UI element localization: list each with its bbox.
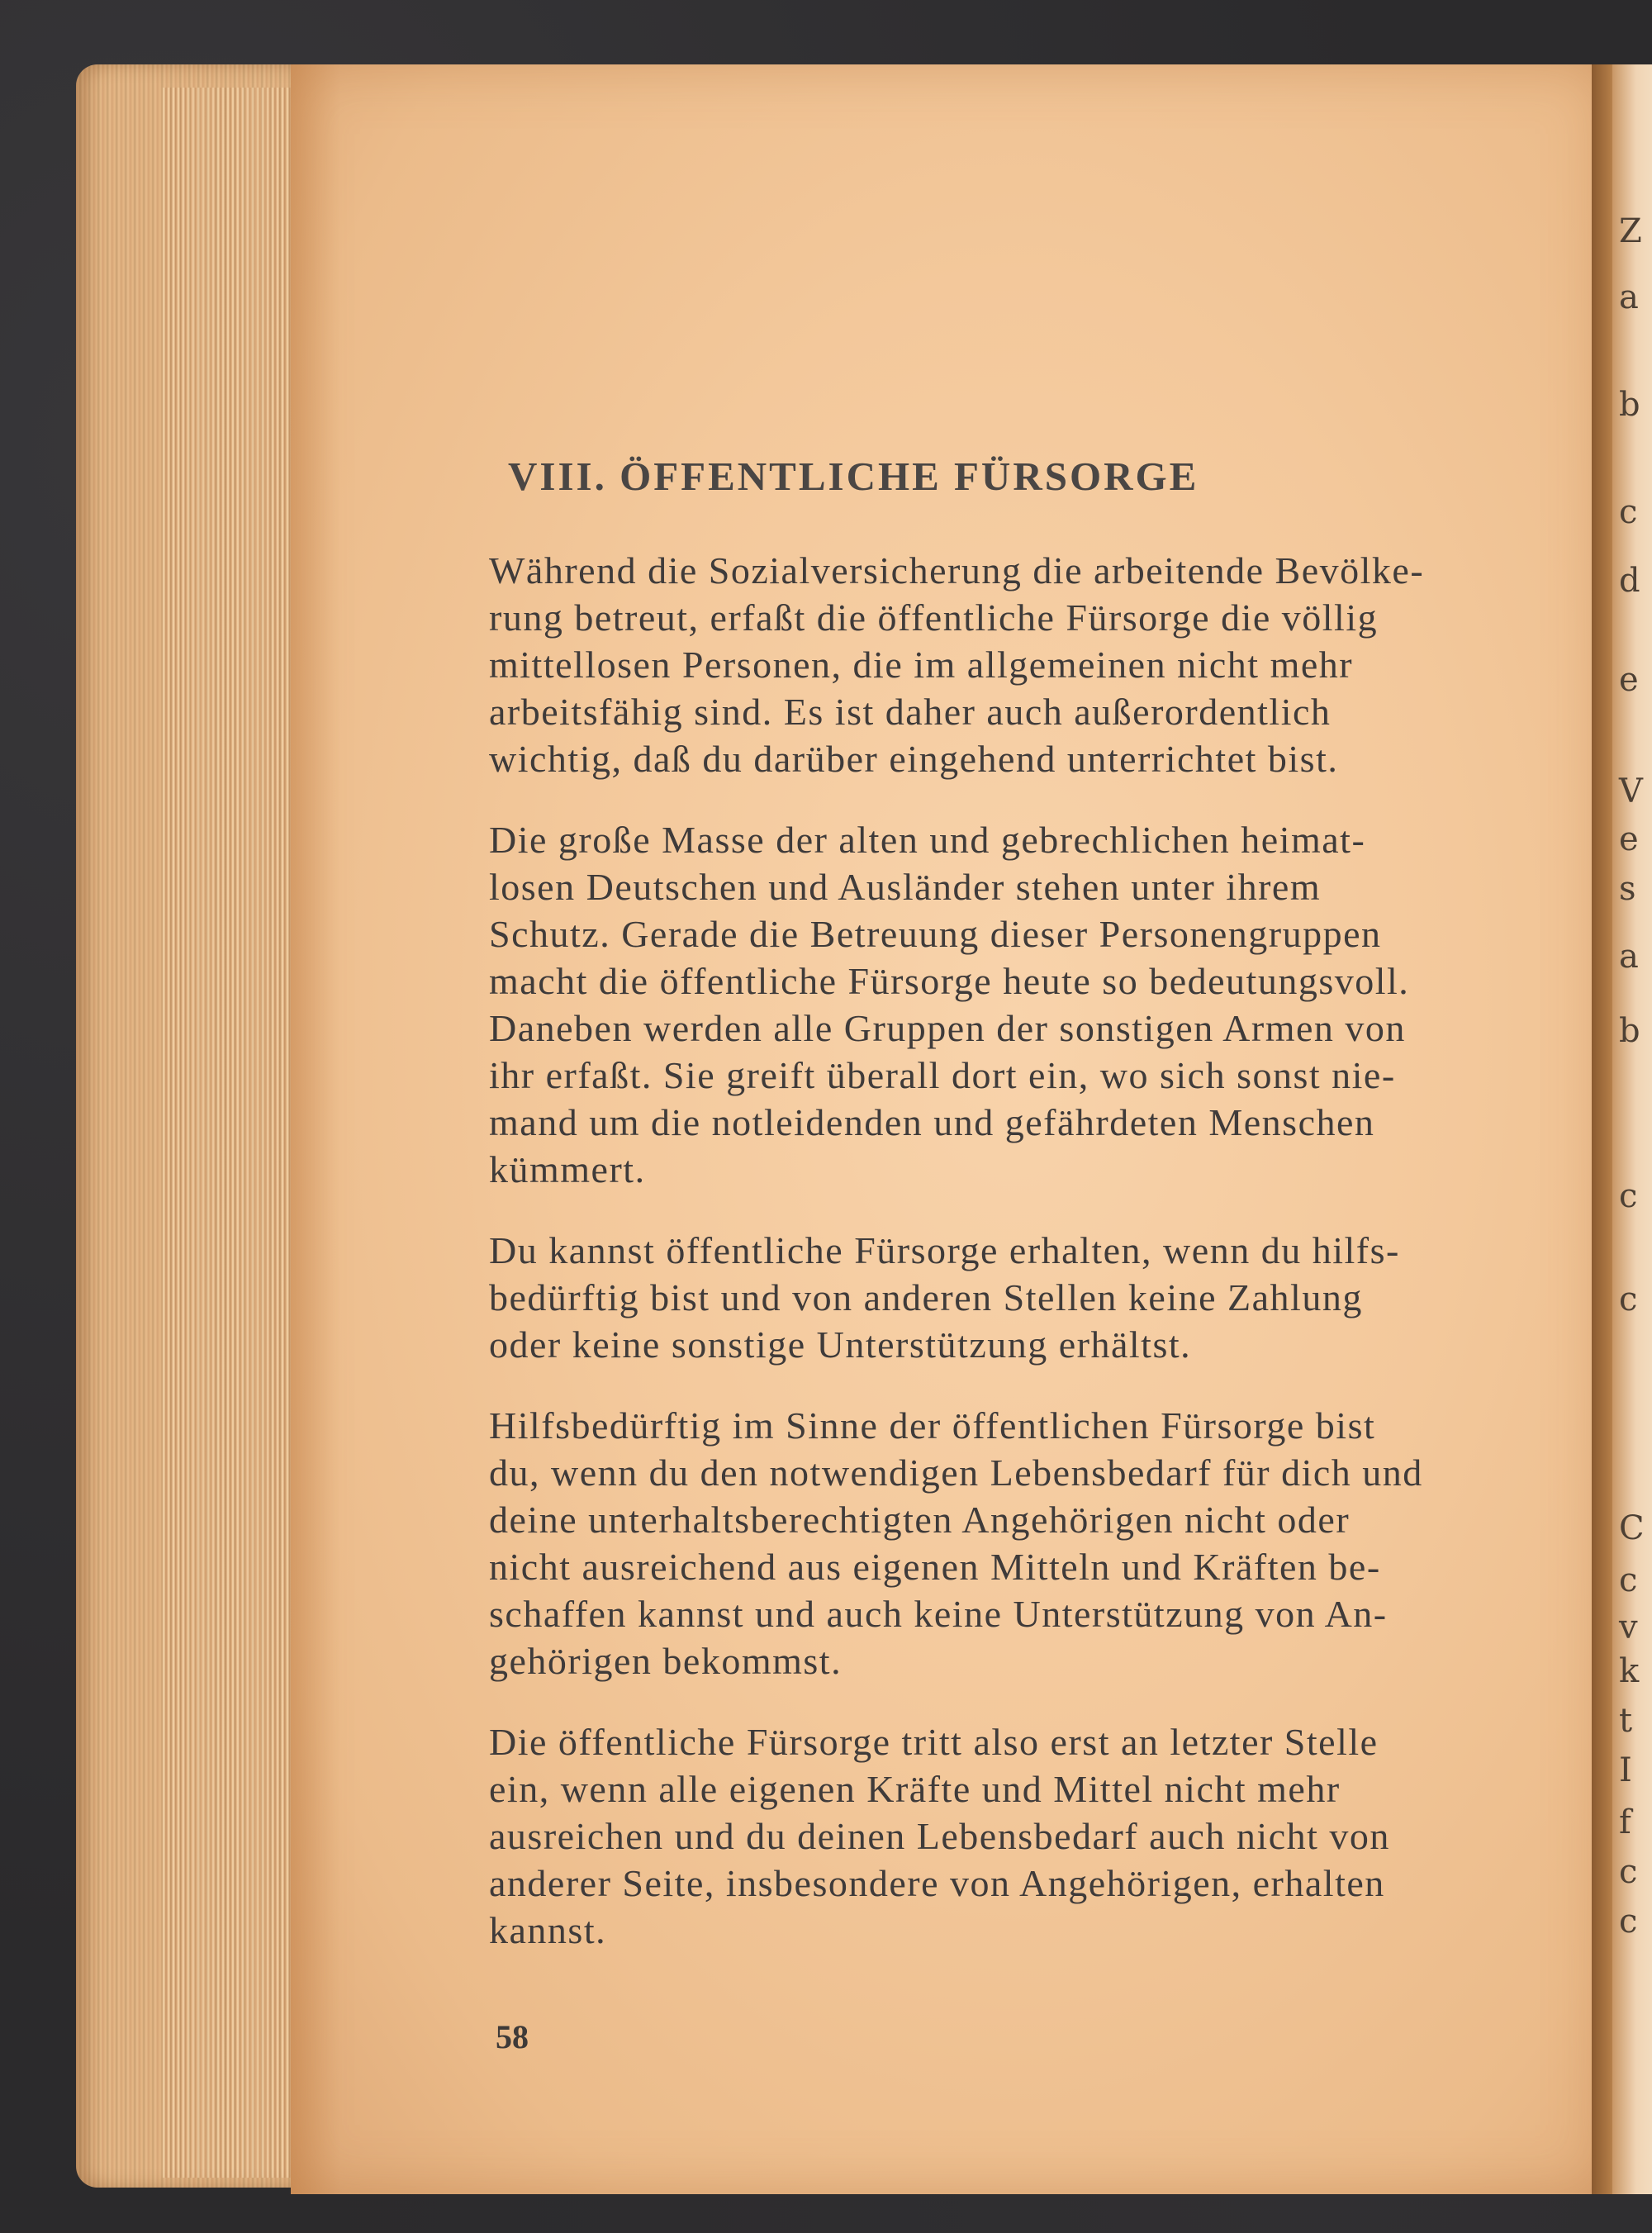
paragraph-last-resort	[489, 1718, 1604, 1954]
facing-fragment: v	[1619, 1608, 1638, 1646]
facing-fragment: b	[1619, 1012, 1640, 1050]
text-line: ausreichen und du deinen Lebensbedarf auch nicht von	[489, 1815, 1390, 1857]
text-line: mittellosen Personen, die im allgemeinen nicht mehr	[489, 644, 1354, 686]
facing-fragment: d	[1619, 562, 1640, 600]
text-line: Während die Sozialversicherung die arbeitende Bevölke-	[489, 549, 1425, 592]
facing-fragment: e	[1619, 661, 1639, 699]
text-line: bedürftig bist und von anderen Stellen keine Zahlung	[489, 1276, 1363, 1318]
facing-fragment: Z	[1619, 212, 1642, 250]
facing-fragment: b	[1619, 386, 1640, 424]
text-line: Die öffentliche Fürsorge tritt also erst an letzter Stelle	[489, 1721, 1379, 1763]
paragraph-social-insurance	[489, 547, 1604, 782]
page-edges-texture	[163, 88, 303, 2178]
facing-fragment: c	[1619, 1280, 1638, 1318]
facing-fragment: C	[1619, 1509, 1645, 1547]
facing-fragment: k	[1619, 1652, 1640, 1690]
text-line: nicht ausreichend aus eigenen Mitteln und Kräften be-	[489, 1546, 1381, 1588]
paragraph-need-definition	[489, 1402, 1604, 1684]
facing-fragment: c	[1619, 1561, 1638, 1599]
paragraph-eligibility	[489, 1227, 1604, 1368]
text-line: ein, wenn alle eigenen Kräfte und Mittel nicht mehr	[489, 1768, 1341, 1810]
text-line: gehörigen bekommst.	[489, 1640, 843, 1682]
text-line: losen Deutschen und Ausländer stehen unter ihrem	[489, 866, 1322, 908]
text-line: Die große Masse der alten und gebrechlichen heimat-	[489, 819, 1366, 861]
facing-fragment: e	[1619, 820, 1639, 858]
facing-fragment: f	[1619, 1803, 1631, 1841]
text-line: du, wenn du den notwendigen Lebensbedarf für dich und	[489, 1451, 1423, 1494]
chapter-body	[489, 547, 1604, 1988]
text-line: Hilfsbedürftig im Sinne der öffentlichen Fürsorge bist	[489, 1404, 1376, 1447]
facing-fragment: a	[1619, 278, 1639, 316]
facing-fragment: a	[1619, 938, 1639, 976]
paragraph-protected-groups	[489, 816, 1604, 1193]
text-line: Du kannst öffentliche Fürsorge erhalten, wenn du hilfs-	[489, 1229, 1400, 1271]
text-line: ihr erfaßt. Sie greift überall dort ein, wo sich sonst nie-	[489, 1054, 1396, 1096]
facing-fragment: c	[1619, 1177, 1638, 1215]
text-line: anderer Seite, insbesondere von Angehörigen, erhalten	[489, 1862, 1385, 1904]
facing-fragment: c	[1619, 493, 1638, 531]
text-line: Daneben werden alle Gruppen der sonstigen Armen von	[489, 1007, 1406, 1049]
text-line: kümmert.	[489, 1148, 646, 1190]
text-line: oder keine sonstige Unterstützung erhältst.	[489, 1323, 1192, 1366]
text-line: Schutz. Gerade die Betreuung dieser Personengruppen	[489, 913, 1382, 955]
text-line: arbeitsfähig sind. Es ist daher auch außerordentlich	[489, 691, 1332, 733]
page-number: 58	[496, 2018, 529, 2055]
facing-fragment: c	[1619, 1853, 1638, 1891]
facing-fragment: c	[1619, 1903, 1638, 1941]
text-line: rung betreut, erfaßt die öffentliche Fürsorge die völlig	[489, 596, 1379, 639]
text-line: kannst.	[489, 1909, 607, 1951]
facing-fragment: s	[1619, 870, 1636, 908]
facing-fragment: V	[1619, 772, 1643, 810]
facing-fragment: t	[1619, 1702, 1633, 1740]
text-line: wichtig, daß du darüber eingehend unterrichtet bist.	[489, 738, 1339, 780]
facing-page-edge	[1612, 64, 1652, 2194]
page-edges	[76, 64, 303, 2188]
facing-fragment: I	[1619, 1751, 1632, 1789]
text-line: mand um die notleidenden und gefährdeten Menschen	[489, 1101, 1375, 1143]
text-line: deine unterhaltsberechtigten Angehörigen nicht oder	[489, 1499, 1351, 1541]
chapter-heading: VIII. ÖFFENTLICHE FÜRSORGE	[508, 454, 1199, 499]
text-line: schaffen kannst und auch keine Unterstützung von An-	[489, 1593, 1388, 1635]
text-line: macht die öffentliche Fürsorge heute so bedeutungsvoll.	[489, 960, 1410, 1002]
